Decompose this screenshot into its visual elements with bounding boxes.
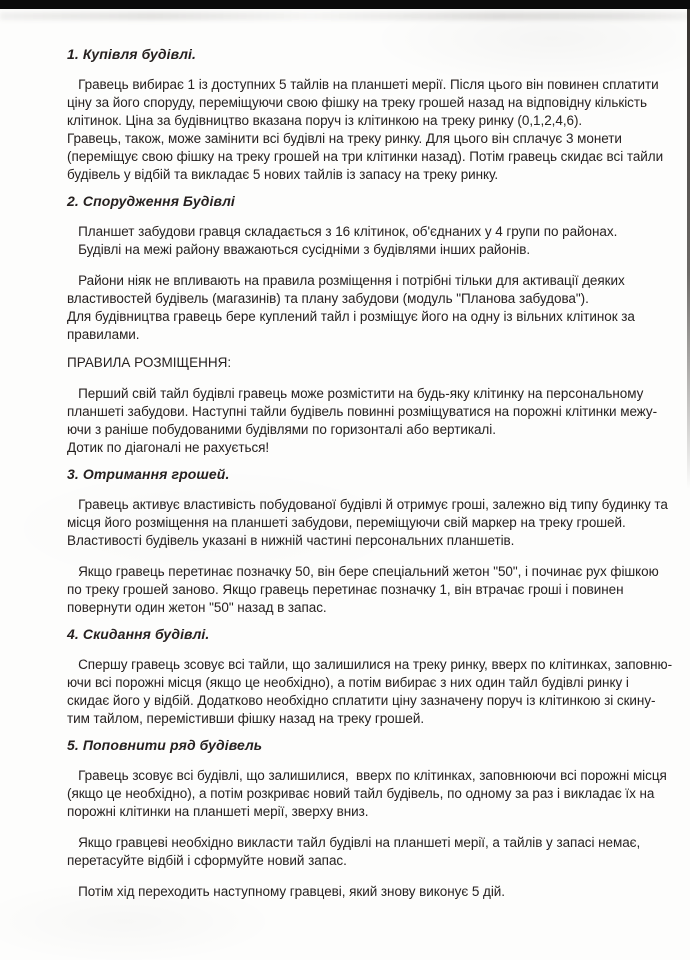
text-line: повернути один жетон "50" назад в запас. xyxy=(67,600,327,615)
text-line: (якщо це необхідно), а потім розкриває новий тайл будівель, по одному за раз і викладає їх на xyxy=(67,786,655,801)
section-heading-2: 2. Спорудження Будівлі xyxy=(67,193,235,209)
text-line: Гравець, також, може замінити всі будівлі на треку ринку. Для цього він сплачує 3 монети xyxy=(67,131,622,146)
text-line: Гравець активує властивість побудованої будівлі й отримує гроші, залежно від типу будинку та xyxy=(67,497,668,512)
text-line: Дотик по діагоналі не рахується! xyxy=(67,440,270,455)
text-line: Гравець вибирає 1 із доступних 5 тайлів на планшеті мерії. Після цього він повинен сплатити xyxy=(67,77,659,92)
text-line: ціну за його споруду, переміщуючи свою фішку на треку грошей назад на відповідну кількість xyxy=(67,95,647,110)
rules-paragraph-1 xyxy=(67,76,664,184)
text-line: скидає його у відбій. Додатково необхідно сплатити ціну зазначену поруч із клітинкою зі скину- xyxy=(67,693,656,708)
text-line: Райони ніяк не впливають на правила розміщення і потрібні тільки для активації деяких xyxy=(67,273,625,288)
text-line: порожні клітинки на планшеті мерії, зверху вниз. xyxy=(67,804,369,819)
text-line: властивостей будівель (магазинів) та плану забудови (модуль "Планова забудова"). xyxy=(67,291,589,306)
text-line: Перший свій тайл будівлі гравець може розмістити на будь-яку клітинку на персональному xyxy=(67,386,644,401)
placement-rules-heading: ПРАВИЛА РОЗМІЩЕННЯ: xyxy=(67,355,232,370)
section-heading-10: 4. Скидання будівлі. xyxy=(67,626,210,642)
rules-paragraph-3 xyxy=(67,223,642,259)
text-line: Властивості будівель указані в нижній частині персональних планшетів. xyxy=(67,533,515,548)
text-line: Якщо гравцеві необхідно викласти тайл будівлі на планшеті мерії, а тайлів у запасі немає, xyxy=(67,835,641,850)
scan-smudge-artifact xyxy=(0,12,690,20)
rules-paragraph-15 xyxy=(67,883,642,901)
rules-paragraph-11 xyxy=(67,656,673,728)
rules-document xyxy=(67,45,673,901)
text-line: по треку грошей заново. Якщо гравець перетинає позначку 1, він втрачає гроші і повинен xyxy=(67,582,624,597)
text-line: тим тайлом, перемістивши фішку назад на треку грошей. xyxy=(67,711,425,726)
text-line: (переміщує свою фішку на треку грошей на три клітинки назад). Потім гравець скидає всі тайли xyxy=(67,149,664,164)
section-heading-0: 1. Купівля будівлі. xyxy=(67,46,197,62)
text-line: Для будівництва гравець бере куплений тайл і розміщує його на одну із вільних клітинок за xyxy=(67,309,635,324)
rules-paragraph-9 xyxy=(67,563,659,617)
text-line: Спершу гравець зсовує всі тайли, що залишилися на треку ринку, вверх по клітинках, заповню- xyxy=(67,657,673,672)
text-line: правилами. xyxy=(67,327,140,342)
rules-paragraph-14 xyxy=(67,834,642,870)
rules-paragraph-4 xyxy=(67,272,642,344)
rules-paragraph-6 xyxy=(67,385,658,457)
text-line: Будівлі на межі району вважаються сусідніми з будівлями інших районів. xyxy=(67,242,531,257)
rules-paragraph-8 xyxy=(67,496,668,550)
text-line: Планшет забудови гравця складається з 16 клітинок, об'єднаних у 4 групи по районах. xyxy=(67,224,618,239)
text-line: ючи з раніше побудованими будівлями по горизонталі або вертикалі. xyxy=(67,422,496,437)
text-line: місця його розміщення на планшеті забудови, переміщуючи свій маркер на треку грошей. xyxy=(67,515,626,530)
text-line: Якщо гравець перетинає позначку 50, він бере спеціальний жетон "50", і починає рух фішкою xyxy=(67,564,659,579)
section-heading-12: 5. Поповнити ряд будівель xyxy=(67,737,263,753)
text-line: Потім хід переходить наступному гравцеві, який знову виконує 5 дій. xyxy=(67,884,505,899)
section-heading-7: 3. Отримання грошей. xyxy=(67,466,230,482)
text-line: Гравець зсовує всі будівлі, що залишилися, вверх по клітинках, заповнюючи всі порожні місця xyxy=(67,768,667,783)
text-line: ючи всі порожні місця (якщо це необхідно), а потім вибирає з них один тайл будівлі ринку і xyxy=(67,675,629,690)
scan-top-edge-bar xyxy=(0,0,690,9)
text-line: планшеті забудови. Наступні тайли будівель повинні розміщуватися на порожні клітинки межу- xyxy=(67,404,658,419)
text-line: будівель у відбій та викладає 5 нових тайлів із запасу на треку ринку. xyxy=(67,167,499,182)
text-line: перетасуйте відбій і сформуйте новий запас. xyxy=(67,853,347,868)
rules-paragraph-13 xyxy=(67,767,667,821)
text-line: клітинок. Ціна за будівництво вказана поруч із клітинкою на треку ринку (0,1,2,4,6). xyxy=(67,113,583,128)
